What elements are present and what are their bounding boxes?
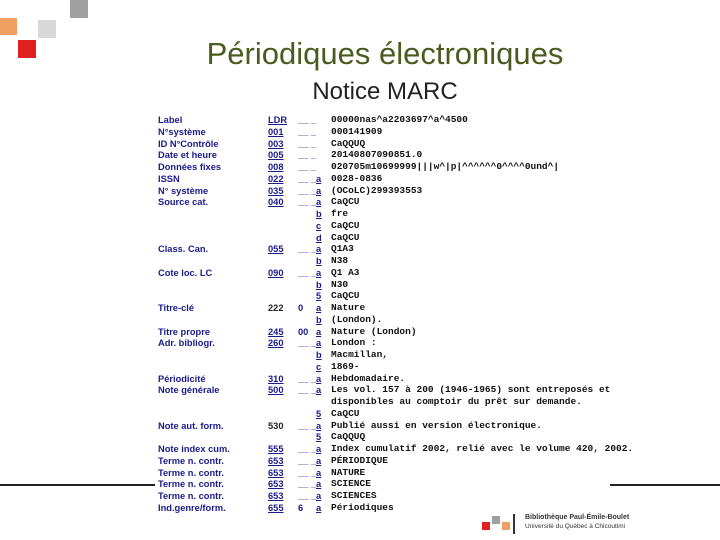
- marc-indicators: __ _: [298, 444, 317, 454]
- marc-field-value: 1869-: [331, 360, 360, 372]
- marc-field-value: London :: [331, 337, 377, 349]
- marc-field-value: Q1 A3: [331, 266, 360, 278]
- marc-tag-link[interactable]: 653: [268, 467, 284, 478]
- marc-field-label: Class. Can.: [158, 244, 209, 255]
- marc-tag-link: 222: [268, 303, 284, 313]
- marc-subfield-link[interactable]: 5: [316, 432, 322, 443]
- marc-field-label: ISSN: [158, 173, 180, 184]
- marc-subfield-link[interactable]: d: [316, 232, 322, 243]
- marc-subfield-link[interactable]: b: [316, 314, 322, 325]
- marc-subfield-link[interactable]: b: [316, 256, 322, 266]
- marc-field-label: Label: [158, 115, 183, 125]
- marc-indicators: __ _: [298, 197, 317, 208]
- marc-field-label: Titre-clé: [158, 303, 194, 313]
- marc-subfield-link[interactable]: a: [316, 385, 322, 396]
- marc-subfield-link[interactable]: c: [316, 361, 322, 372]
- marc-indicators: __ _: [298, 126, 317, 137]
- marc-field-value: 020705m10699999|||w^|p|^^^^^^0^^^^0und^|: [331, 161, 560, 172]
- marc-tag-link[interactable]: 260: [268, 338, 284, 349]
- marc-indicators: __ _: [298, 115, 317, 125]
- marc-field-label: Terme n. contr.: [158, 479, 224, 490]
- marc-indicators: __ _: [298, 373, 317, 384]
- marc-field-label: Ind.genre/form.: [158, 502, 226, 513]
- marc-tag-link[interactable]: 090: [268, 267, 284, 278]
- marc-field-label: Note aut. form.: [158, 420, 224, 431]
- marc-tag-link[interactable]: 653: [268, 479, 284, 490]
- marc-field-value: SCIENCES: [331, 490, 377, 501]
- marc-tag-link[interactable]: 555: [268, 444, 284, 454]
- marc-field-label: Adr. bibliogr.: [158, 338, 215, 349]
- marc-subfield-link[interactable]: a: [316, 502, 322, 513]
- marc-field-label: Terme n. contr.: [158, 491, 224, 501]
- marc-field-label: ID N°Contrôle: [158, 138, 219, 149]
- marc-subfield-link[interactable]: a: [316, 491, 322, 501]
- marc-indicators: __ _: [298, 267, 317, 278]
- marc-subfield-link[interactable]: a: [316, 338, 322, 349]
- marc-subfield-link[interactable]: a: [316, 467, 322, 478]
- marc-indicators: __ _: [298, 150, 317, 161]
- marc-indicators: __ _: [298, 173, 317, 184]
- marc-indicators: __ _: [298, 385, 317, 396]
- marc-field-value: Nature: [331, 302, 366, 313]
- marc-field-value: NATURE: [331, 466, 366, 478]
- logo-mark-icon: [480, 512, 520, 536]
- marc-field-value: CaQCU: [331, 219, 360, 231]
- marc-field-label: Source cat.: [158, 197, 209, 208]
- marc-subfield-link[interactable]: a: [316, 197, 322, 208]
- marc-field-value: disponibles au comptoir du prêt sur demande.: [331, 396, 582, 407]
- marc-indicators: __ _: [298, 244, 317, 255]
- marc-tag-link[interactable]: 035: [268, 185, 284, 196]
- decor-square-orange: [0, 18, 17, 35]
- marc-field-label: Données fixes: [158, 162, 222, 172]
- marc-tag-link[interactable]: 001: [268, 126, 284, 137]
- logo-line1: Bibliothèque Paul-Émile-Boulet: [525, 514, 630, 521]
- marc-field-value: (OCoLC)299393553: [331, 184, 423, 196]
- marc-indicators: __ _: [298, 455, 317, 466]
- library-logo: [480, 510, 650, 536]
- marc-field-value: 0028-0836: [331, 172, 383, 184]
- marc-tag-link[interactable]: 008: [268, 162, 284, 172]
- marc-subfield-link[interactable]: 5: [316, 408, 322, 419]
- marc-tag-link[interactable]: 653: [268, 491, 284, 501]
- decor-square-gray: [70, 0, 88, 18]
- marc-tag-link[interactable]: 055: [268, 244, 284, 255]
- marc-subfield-link[interactable]: a: [316, 267, 322, 278]
- marc-indicators: 0: [298, 303, 304, 313]
- marc-indicators: __ _: [298, 491, 317, 501]
- marc-field-label: N° système: [158, 185, 209, 196]
- marc-tag-link[interactable]: 003: [268, 138, 284, 149]
- marc-field-label: Titre propre: [158, 326, 211, 337]
- marc-field-label: N°système: [158, 126, 206, 137]
- marc-field-value: N30: [331, 278, 349, 290]
- marc-field-value: 000141909: [331, 125, 383, 137]
- marc-tag-link[interactable]: 500: [268, 385, 284, 396]
- marc-field-value: Les vol. 157 à 200 (1946-1965) sont entreposés et: [331, 384, 611, 396]
- marc-subfield-link[interactable]: a: [316, 444, 322, 454]
- marc-subfield-link[interactable]: b: [316, 209, 322, 219]
- marc-field-label: Note générale: [158, 385, 220, 396]
- marc-tag-link[interactable]: 310: [268, 373, 284, 384]
- marc-field-label: Terme n. contr.: [158, 455, 224, 466]
- marc-indicators: __ _: [298, 467, 317, 478]
- marc-indicators: __ _: [298, 479, 317, 490]
- marc-indicators: __ _: [298, 185, 317, 196]
- marc-field-value: (London).: [331, 313, 383, 325]
- marc-tag-link[interactable]: 655: [268, 502, 284, 513]
- marc-field-value: CaQCU: [331, 231, 360, 243]
- marc-tag-link[interactable]: 653: [268, 455, 284, 466]
- marc-subfield-link[interactable]: a: [316, 420, 322, 431]
- marc-subfield-link[interactable]: 5: [316, 291, 322, 302]
- marc-subfield-link[interactable]: a: [316, 244, 322, 255]
- marc-subfield-link[interactable]: a: [316, 455, 322, 466]
- decor-square-white: [17, 18, 34, 35]
- marc-field-label: Note index cum.: [158, 444, 230, 454]
- page-subtitle: Notice MARC: [312, 78, 458, 105]
- marc-field-label: Date et heure: [158, 150, 217, 161]
- logo-line2: Université du Québec à Chicoutimi: [525, 523, 626, 530]
- marc-field-value: PÉRIODIQUE: [331, 454, 389, 466]
- marc-indicators: __ _: [298, 138, 317, 149]
- marc-indicators: __ _: [298, 162, 317, 172]
- marc-field-value: CaQCU: [331, 196, 360, 208]
- marc-indicators: 6: [298, 502, 304, 513]
- marc-subfield-link[interactable]: a: [316, 373, 322, 384]
- marc-field-value: CaQQUQ: [331, 431, 366, 443]
- marc-field-value: CaQCU: [331, 290, 360, 302]
- marc-subfield-link[interactable]: b: [316, 350, 322, 360]
- marc-tag-link[interactable]: 005: [268, 150, 284, 161]
- marc-field-value: fre: [331, 208, 349, 219]
- marc-field-value: Hebdomadaire.: [331, 372, 406, 384]
- marc-field-value: 20140807090851.0: [331, 149, 423, 161]
- marc-tag-link[interactable]: 245: [268, 326, 284, 337]
- marc-field-value: Périodiques: [331, 501, 394, 513]
- marc-field-value: Q1A3: [331, 243, 354, 255]
- marc-indicators: __ _: [298, 338, 317, 349]
- marc-field-value: N38: [331, 255, 349, 266]
- marc-field-value: CaQQUQ: [331, 137, 366, 149]
- marc-field-label: Terme n. contr.: [158, 467, 224, 478]
- marc-field-value: CaQCU: [331, 407, 360, 419]
- marc-field-value: Publié aussi en version électronique.: [331, 419, 542, 431]
- marc-field-value: 00000nas^a2203697^a^4500: [331, 114, 468, 125]
- marc-subfield-link[interactable]: a: [316, 173, 322, 184]
- marc-field-value: SCIENCE: [331, 478, 371, 490]
- marc-subfield-link[interactable]: a: [316, 185, 322, 196]
- marc-field-value: Nature (London): [331, 325, 417, 337]
- marc-tag-link[interactable]: 022: [268, 173, 284, 184]
- marc-tag-link: 530: [268, 420, 284, 431]
- marc-tag-link[interactable]: 040: [268, 197, 284, 208]
- marc-subfield-link[interactable]: b: [316, 279, 322, 290]
- marc-indicators: __ _: [298, 420, 317, 431]
- marc-subfield-link[interactable]: a: [316, 326, 322, 337]
- marc-subfield-link[interactable]: a: [316, 479, 322, 490]
- marc-indicators: 00: [298, 326, 309, 337]
- marc-subfield-link[interactable]: a: [316, 303, 322, 313]
- page-title: Périodiques électroniques: [206, 36, 564, 71]
- marc-field-label: Périodicité: [158, 373, 206, 384]
- marc-subfield-link[interactable]: c: [316, 220, 322, 231]
- marc-field-value: Index cumulatif 2002, relié avec le volume 420, 2002.: [331, 443, 634, 454]
- marc-field-value: Macmillan,: [331, 349, 389, 360]
- marc-field-label: Cote loc. LC: [158, 267, 213, 278]
- marc-tag-link[interactable]: LDR: [268, 115, 288, 125]
